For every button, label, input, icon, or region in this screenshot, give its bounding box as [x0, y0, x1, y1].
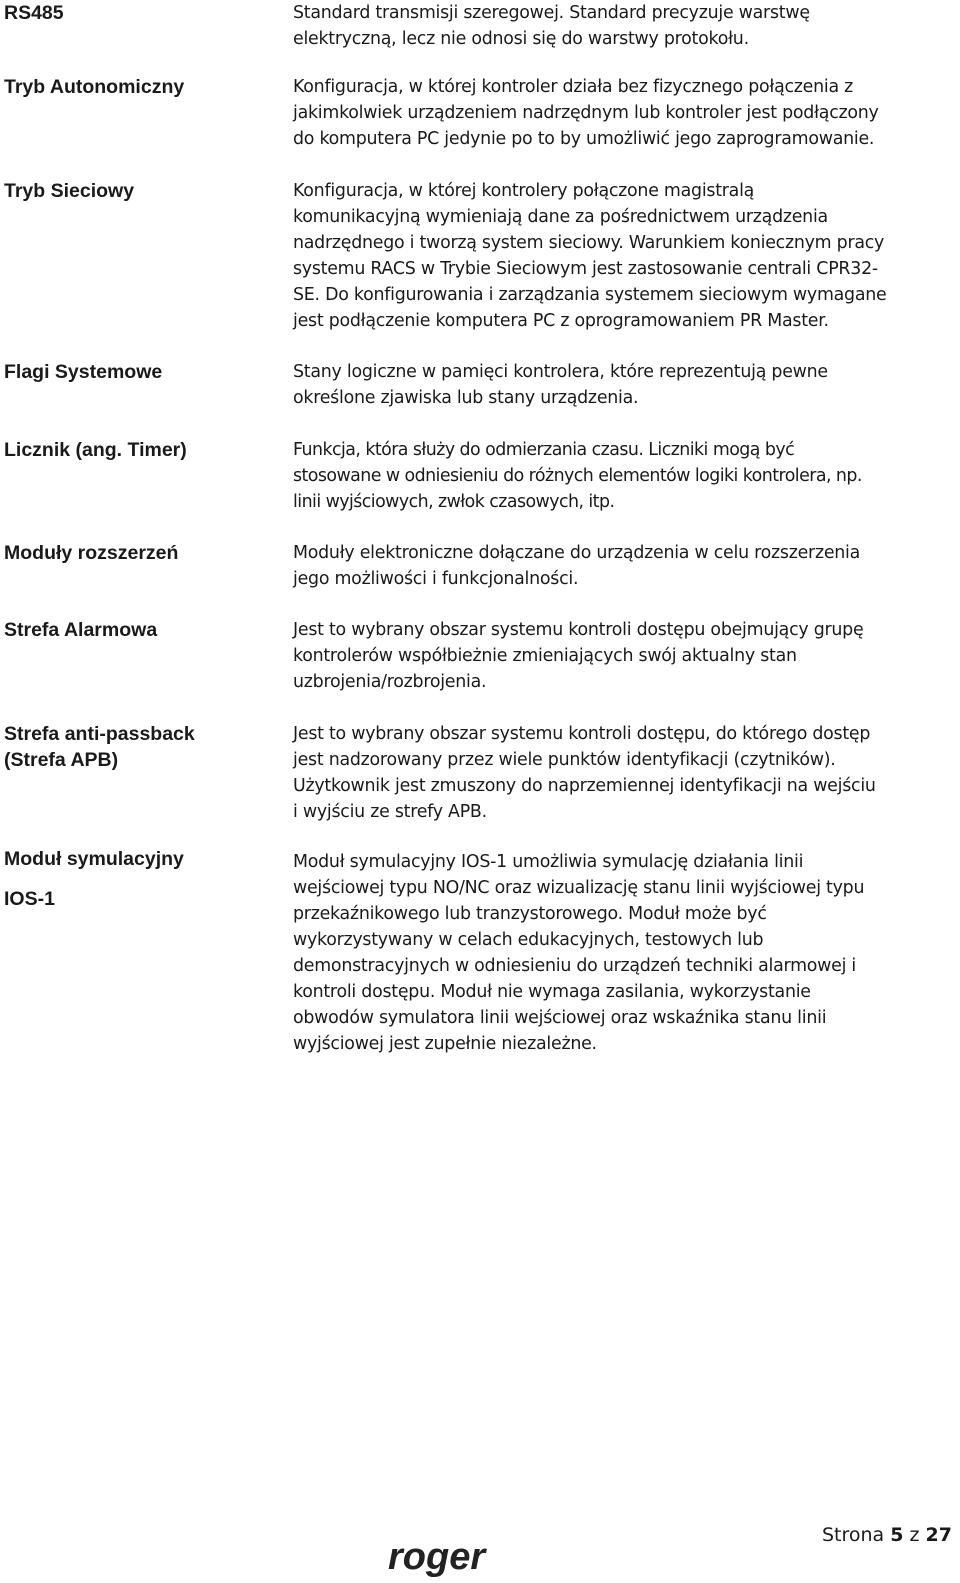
definition-tryb-sieciowy: Konfiguracja, w której kontrolery połączone magistralą komunikacyjną wymieniają dane za pośrednictwem urządzenia nadrzędnego i tworzą system sieciowy. Warunkiem koniecznym pracy systemu RACS w Trybie Sieciowym jest zastosowanie centrali CPR32- SE. Do konfigurowania i zarządzania systemem sieciowym wymagane jest podłączenie komputera PC z oprogramowaniem PR Master.: [293, 181, 887, 331]
term-modul-symulacyjny: Moduł symulacyjny IOS-1: [4, 848, 184, 910]
definition-modul-symulacyjny: Moduł symulacyjny IOS-1 umożliwia symulację działania linii wejściowej typu NO/NC oraz wizualizację stanu linii wyjściowej typu przekaźnikowego lub tranzystorowego. Moduł może być wykorzystywany w celach edukacyjnych, testowych lub demonstracyjnych w odniesieniu do urządzeń techniki alarmowej i kontroli dostępu. Moduł nie wymaga zasilania, wykorzystanie obwodów symulatora linii wejściowej oraz wskaźnika stanu linii wyjściowej jest zupełnie niezależne.: [293, 852, 865, 1054]
definition-tryb-autonomiczny: Konfiguracja, w której kontroler działa bez fizycznego połączenia z jakimkolwiek urządzeniem nadrzędnym lub kontroler jest podłączony do komputera PC jedynie po to by umożliwić jego zaprogramowanie.: [293, 77, 879, 149]
definition-strefa-alarmowa: Jest to wybrany obszar systemu kontroli dostępu obejmujący grupę kontrolerów współbieżnie zmieniających swój aktualny stan uzbrojenia/rozbrojenia.: [293, 620, 864, 692]
term-rs485: RS485: [4, 2, 64, 24]
page-total: 27: [925, 1524, 952, 1546]
page-prefix: Strona: [821, 1524, 885, 1546]
page-number: 5: [890, 1524, 904, 1546]
definition-licznik: Funkcja, która służy do odmierzania czasu. Liczniki mogą być stosowane w odniesieniu do różnych elementów logiki kontrolera, np. linii wyjściowych, zwłok czasowych, itp.: [293, 440, 862, 512]
page-indicator: [822, 1524, 952, 1546]
definition-flagi-systemowe: Stany logiczne w pamięci kontrolera, które reprezentują pewne określone zjawiska lub stany urządzenia.: [293, 362, 828, 408]
term-strefa-alarmowa: Strefa Alarmowa: [4, 619, 158, 641]
roger-logo: roger: [388, 1536, 486, 1578]
term-strefa-apb: Strefa anti-passback (Strefa APB): [4, 723, 195, 771]
term-licznik: Licznik (ang. Timer): [4, 439, 187, 461]
term-moduly-rozszerzen: Moduły rozszerzeń: [4, 542, 179, 564]
term-tryb-autonomiczny: Tryb Autonomiczny: [4, 76, 185, 98]
definition-rs485: Standard transmisji szeregowej. Standard precyzuje warstwę elektryczną, lecz nie odnosi się do warstwy protokołu.: [293, 3, 810, 49]
page-separator: z: [909, 1524, 920, 1546]
definition-strefa-apb: Jest to wybrany obszar systemu kontroli dostępu, do którego dostęp jest nadzorowany przez wiele punktów identyfikacji (czytników). Użytkownik jest zmuszony do naprzemiennej identyfikacji na wejściu i wyjściu ze strefy APB.: [293, 724, 876, 822]
term-tryb-sieciowy: Tryb Sieciowy: [4, 180, 135, 202]
term-flagi-systemowe: Flagi Systemowe: [4, 361, 163, 383]
definition-moduly-rozszerzen: Moduły elektroniczne dołączane do urządzenia w celu rozszerzenia jego możliwości i funkcjonalności.: [293, 543, 861, 589]
